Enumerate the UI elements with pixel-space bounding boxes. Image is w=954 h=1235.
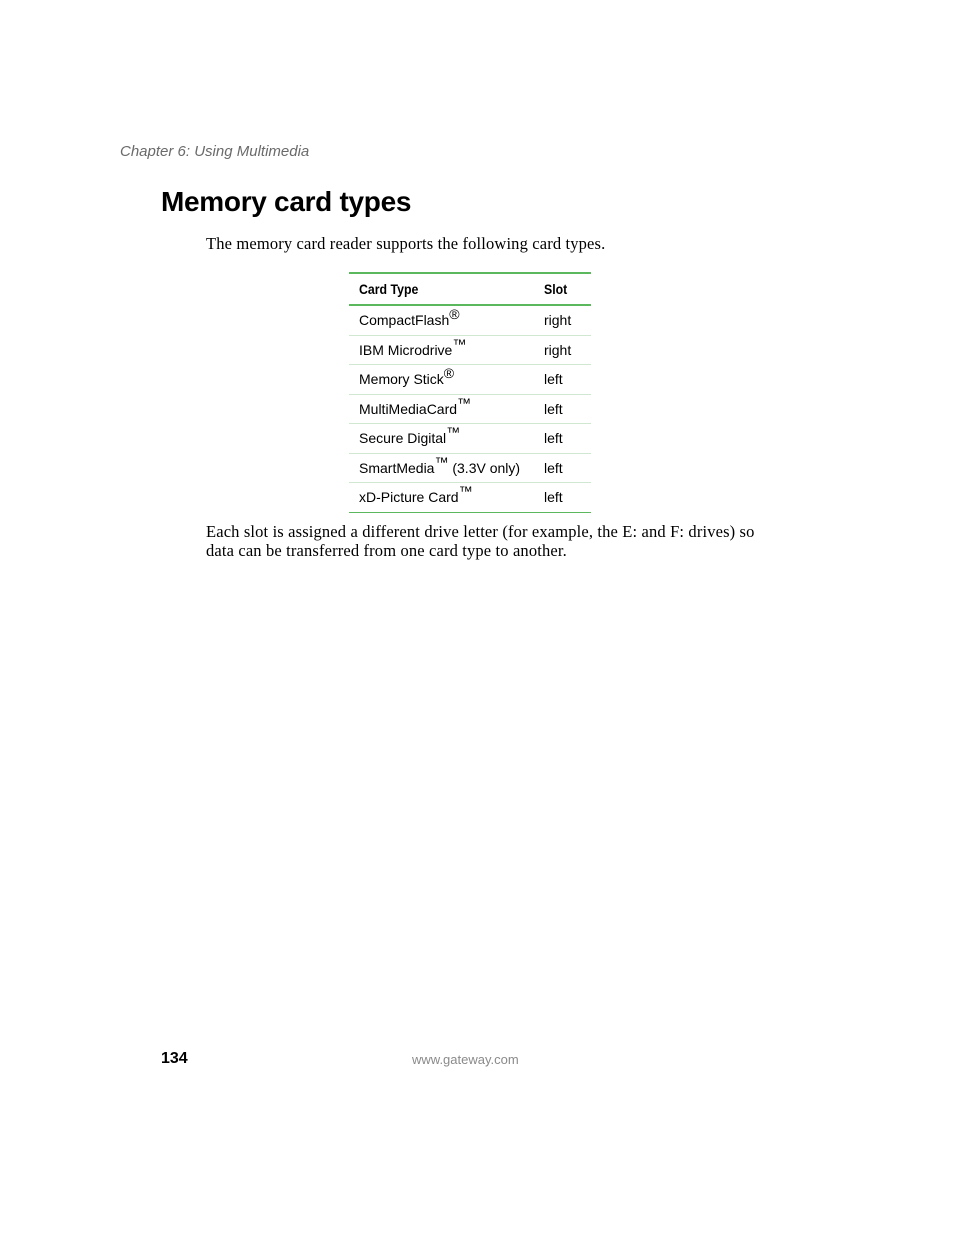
table-header-row: [349, 273, 591, 305]
page-title: Memory card types: [161, 186, 412, 217]
column-header-slot: Slot: [534, 273, 591, 305]
slot-cell: left: [544, 489, 563, 506]
card-type-cell: IBM Microdrive™: [349, 335, 534, 365]
slot-cell: left: [534, 453, 591, 483]
card-type-cell: MultiMediaCard™: [349, 394, 534, 424]
table-row: [349, 453, 591, 483]
trademark-mark: ®: [443, 365, 455, 382]
slot-cell: left: [534, 424, 591, 454]
slot-cell: right: [534, 305, 591, 335]
running-head: Chapter 6: Using Multimedia: [120, 143, 310, 160]
slot-cell: left: [534, 365, 591, 395]
column-header-card-type: Card Type: [349, 273, 534, 305]
trademark-mark: ™: [452, 335, 467, 352]
intro-paragraph: The memory card reader supports the following card types.: [206, 234, 606, 253]
footer-url: www.gateway.com: [412, 1052, 519, 1067]
table-row: [349, 483, 591, 513]
table-row: [349, 424, 591, 454]
card-type-cell: xD-Picture Card™: [359, 483, 473, 506]
table-row: [349, 305, 591, 335]
table-row: [349, 394, 591, 424]
trademark-mark: ™: [457, 394, 472, 411]
closing-paragraph: Each slot is assigned a different drive letter (for example, the E: and F: drives) so data can be transferred from one card type to another.: [206, 522, 755, 560]
trademark-mark: ®: [449, 306, 460, 323]
trademark-mark: ™: [434, 453, 449, 470]
card-type-cell: Memory Stick®: [349, 365, 534, 395]
table-row: [349, 365, 591, 395]
trademark-mark: ™: [458, 483, 473, 500]
card-type-cell: SmartMedia™ (3.3V only): [349, 453, 534, 483]
slot-cell: left: [534, 394, 591, 424]
card-type-cell: Secure Digital™: [349, 424, 534, 454]
card-type-cell: CompactFlash®: [349, 305, 534, 335]
trademark-mark: ™: [446, 424, 461, 441]
slot-cell: right: [534, 335, 591, 365]
table-row: [349, 335, 591, 365]
page-number: 134: [161, 1050, 188, 1067]
card-types-table: [349, 272, 591, 513]
